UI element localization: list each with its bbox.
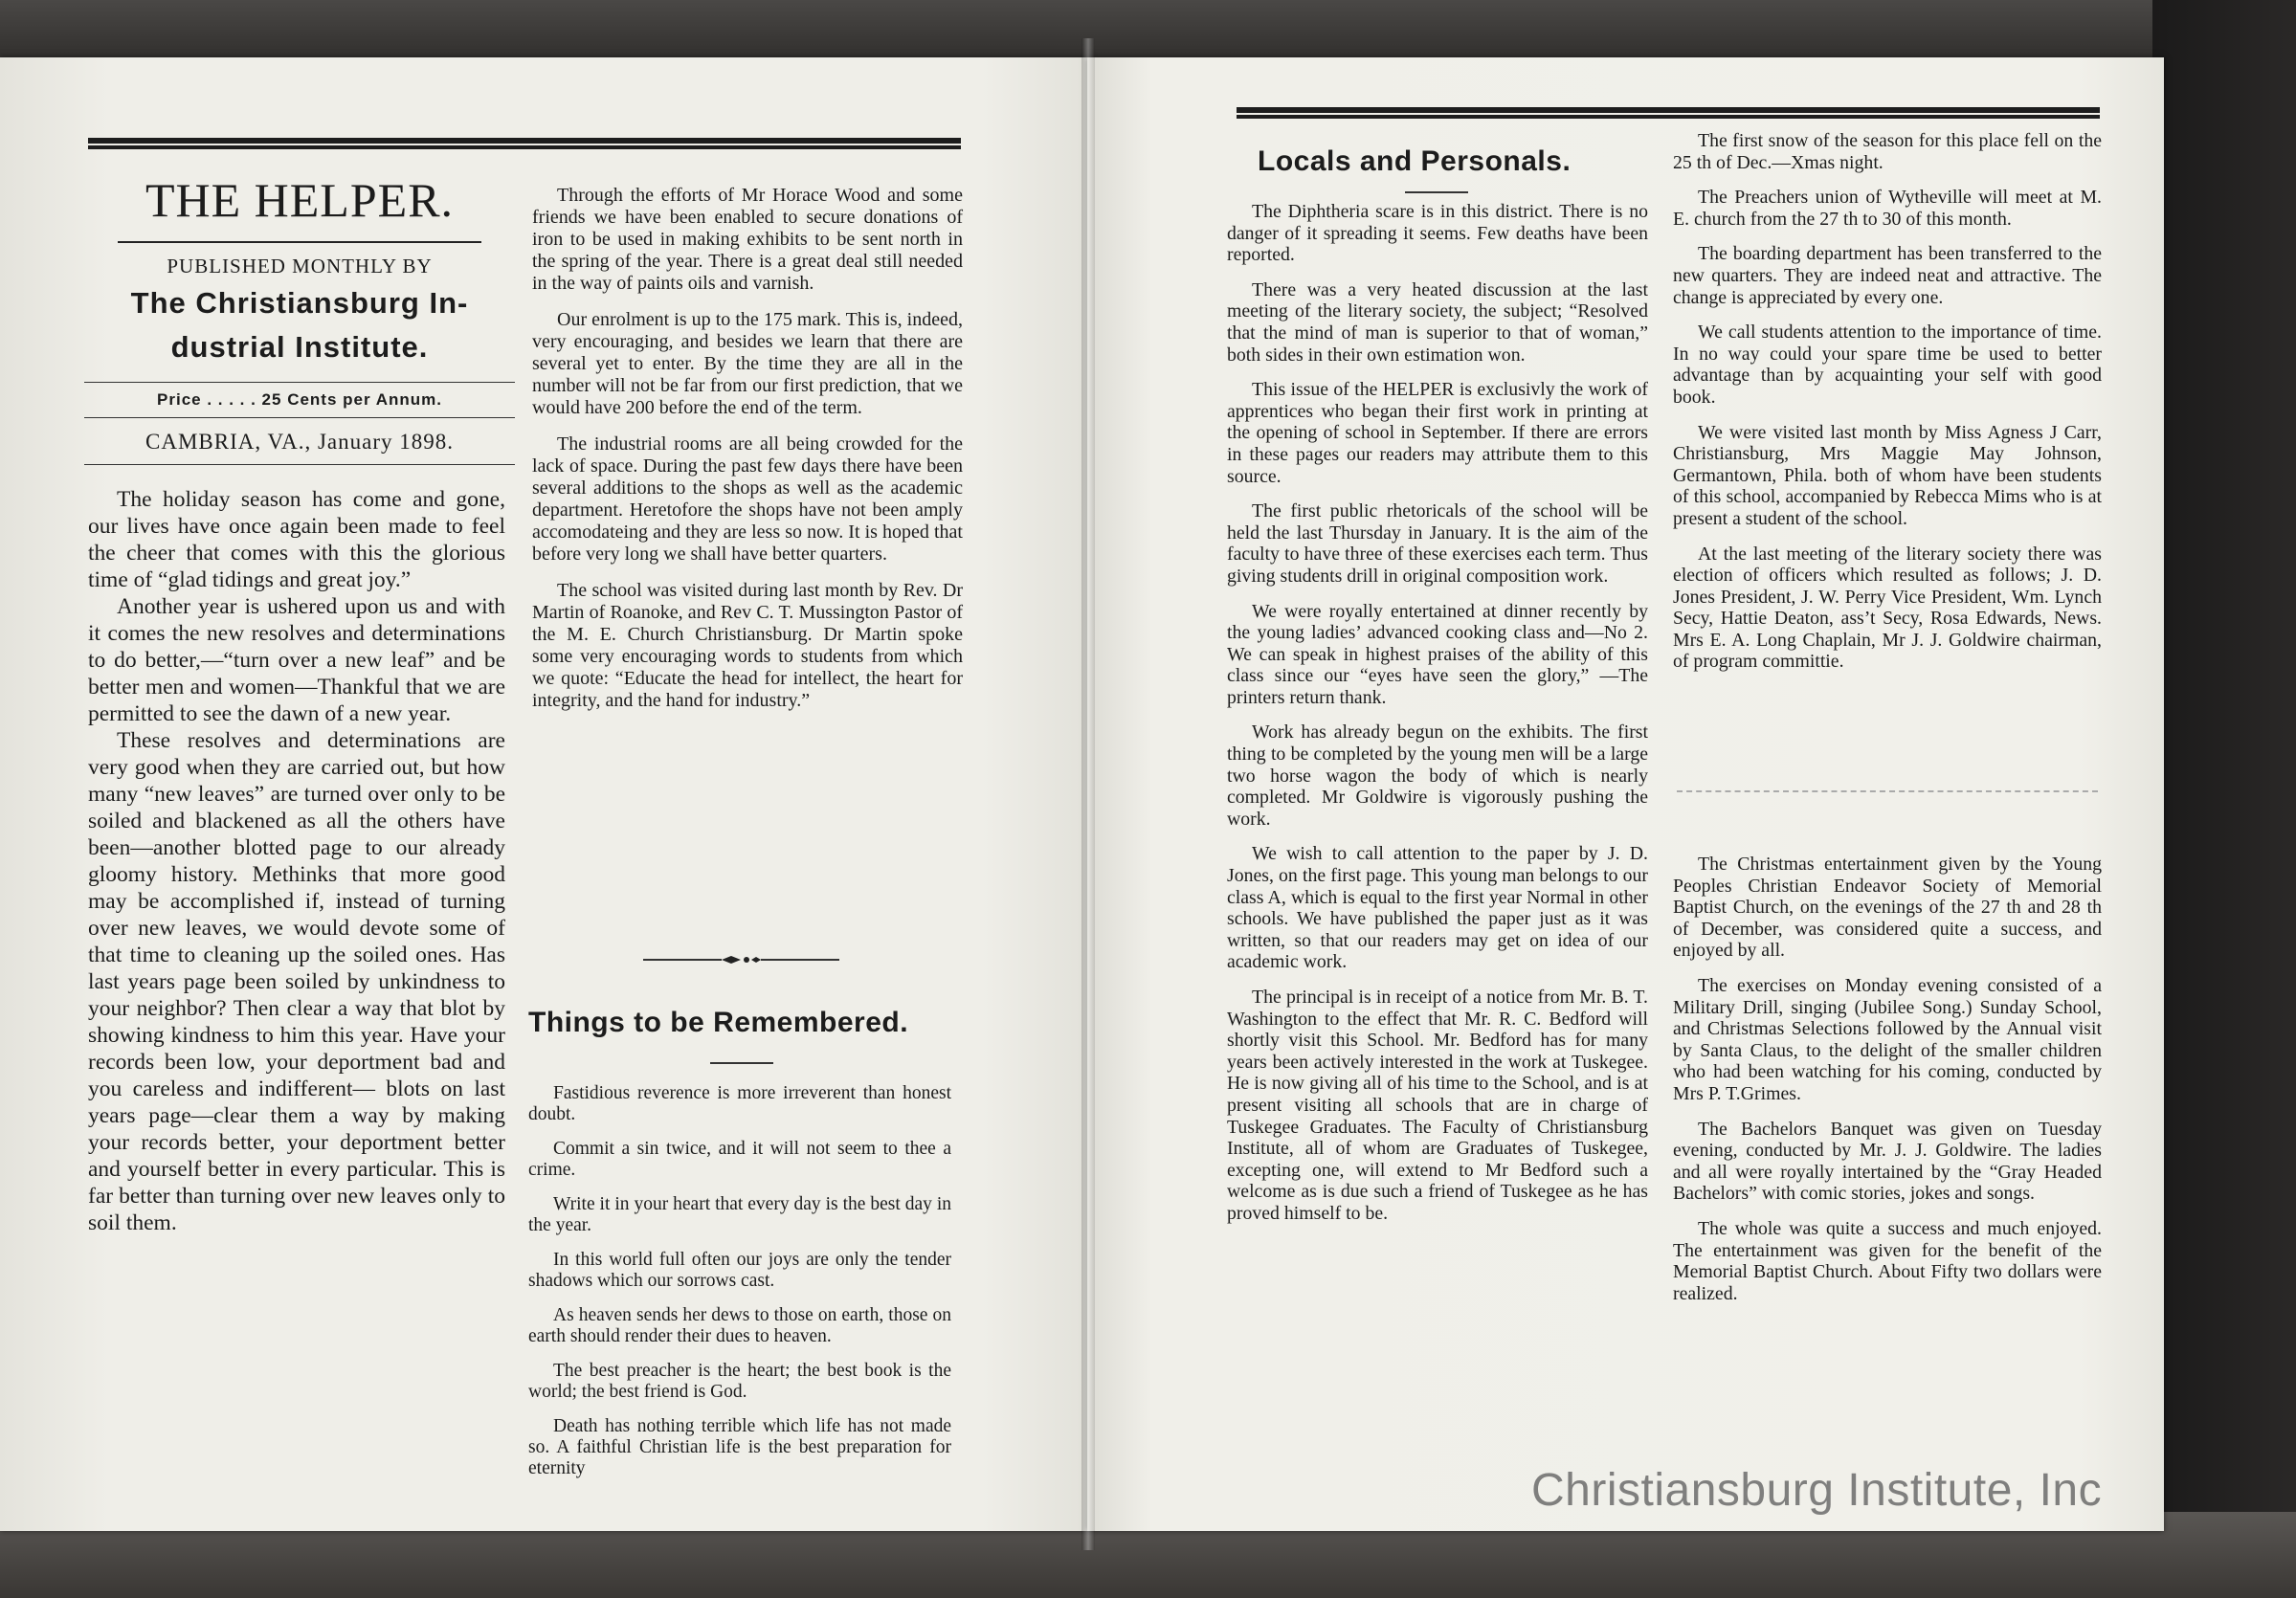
locals-column-left [1227,201,1648,1238]
backdrop-right [2152,0,2296,1598]
column-separator [1677,790,2098,792]
paragraph: The Preachers union of Wytheville will meet at M. E. church from the 27 th to 30 of this month. [1673,187,2102,230]
things-heading-rule [710,1062,773,1064]
paragraph: This issue of the HELPER is exclusivly the work of apprentices who began their first work in printing at the opening of school in September. If there are errors in these pages our readers may attribute them to this source. [1227,379,1648,487]
paragraph: Another year is ushered upon us and with it comes the new resolves and determinations to do better,—“turn over a new leaf” and be better men and women—Thankful that we are permitted to see the dawn of a new year. [88,594,505,726]
paragraph: The first public rhetoricals of the school will be held the last Thursday in January. It is the aim of the faculty to have three of these exercises each term. Thus giving students drill in original composition work. [1227,500,1648,587]
paragraph: We wish to call attention to the paper by J. D. Jones, on the first page. This young man belongs to our class A, which is equal to the first year Normal in other schools. We have published the paper just as it was written, so that our readers may get on idea of our academic work. [1227,843,1648,973]
locals-column-right [1673,130,2102,686]
locals-heading-rule [1405,191,1468,193]
list-item: As heaven sends her dews to those on earth, those on earth should render their dues to heaven. [528,1305,951,1346]
paragraph: The whole was quite a success and much enjoyed. The entertainment was given for the benefit of the Memorial Baptist Church. About Fifty two dollars were realized. [1673,1217,2102,1304]
masthead-org-line2: dustrial Institute. [170,330,429,364]
paragraph: Through the efforts of Mr Horace Wood and some friends we have been enabled to secure donations of iron to be used in making exhibits to be sent north in the spring of the year. There is a great deal still needed in the way of paints oils and varnish. [532,185,963,294]
list-item: Commit a sin twice, and it will not seem to thee a crime. [528,1139,951,1180]
editorial-column [88,486,505,1236]
masthead-dateline: CAMBRIA, VA., January 1898. [84,430,515,465]
paragraph: The holiday season has come and gone, our lives have once again been made to feel the cheer that comes with this the glorious time of “glad tidings and great joy.” [88,487,505,592]
paragraph: The exercises on Monday evening consisted of a Military Drill, singing (Jubilee Song.) Sunday School, and Christmas Selections followed by the Annual visit by Santa Claus, to the delight of the smaller children who had been watching for his coming, conducted by Mrs P. T.Grimes. [1673,974,2102,1104]
masthead-org-line1: The Christiansburg In- [130,286,469,320]
locals-heading: Locals and Personals. [1258,145,1572,177]
watermark: Christiansburg Institute, Inc [1531,1465,2103,1516]
list-item: In this world full often our joys are only the tender shadows which our sorrows cast. [528,1250,951,1291]
list-item: Fastidious reverence is more irreverent than honest doubt. [528,1083,951,1124]
paragraph: The first snow of the season for this place fell on the 25 th of Dec.—Xmas night. [1673,130,2102,173]
paragraph: The Christmas entertainment given by the Young Peoples Christian Endeavor Society of Memorial Baptist Church, on the evenings of the 27 th and 28 th of December, was considered quite a success, and enjoyed by all. [1673,854,2102,962]
right-top-rule [1237,107,2100,115]
masthead-published: PUBLISHED MONTHLY BY [167,255,433,277]
masthead-price: Price . . . . . 25 Cents per Annum. [84,382,515,418]
list-item: The best preacher is the heart; the best book is the world; the best friend is God. [528,1361,951,1402]
news-column-left [532,185,963,726]
page-fold [1081,38,1095,1550]
left-top-rule [88,138,961,145]
paragraph: The industrial rooms are all being crowded for the lack of space. During the past few days there have been several additions to the shops as well as the academic department. Heretofore the shops have not been amply accomodateing and they are less so now. It is hoped that before very long we shall have better quarters. [532,433,963,565]
masthead [84,172,515,465]
paragraph: The Bachelors Banquet was given on Tuesday evening, conducted by Mr. J. J. Goldwire. The ladies and all were royally intertained by the “Gray Headed Bachelors” with comic stories, jokes and songs. [1673,1118,2102,1205]
paragraph: There was a very heated discussion at the last meeting of the literary society, the subject; “Resolved that the mind of man is superior to that of woman,” both sides in their own estimation won. [1227,278,1648,366]
paragraph: At the last meeting of the literary society there was election of officers which resulted as follows; J. D. Jones President, J. W. Perry Vice President, Wm. Lynch Secy, Hattie Deaton, ass’t Secy, Rosa Edwards, News. Mrs E. A. Long Chaplain, Mr J. J. Goldwire chairman, of program committie. [1673,543,2102,673]
paragraph: The boarding department has been transferred to the new quarters. They are indeed neat and attractive. The change is appreciated by every one. [1673,243,2102,308]
paragraph: We were royally entertained at dinner recently by the young ladies’ advanced cooking class and—No 2. We can speak in highest praises of the ability of this class since our “eyes have seen the glory,” —The printers return thank. [1227,600,1648,708]
paragraph: Work has already begun on the exhibits. The first thing to be completed by the young men will be a large two horse wagon the body of which is nearly completed. Mr Goldwire is vigorously pushing the work. [1227,721,1648,830]
masthead-rule [118,241,481,243]
paragraph: Our enrolment is up to the 175 mark. This is, indeed, very encouraging, and besides we learn that there are several yet to enter. By the time they are all in the number will not be far from our first prediction, that we would have 200 before the end of the term. [532,309,963,418]
paragraph: These resolves and determinations are very good when they are carried out, but how many “new leaves” are turned over only to be soiled and blackened as all the others have been—another blotted page to our already gloomy history. Methinks that more good may be accomplished if, instead of turning over new leaves, we would devote some of that time to cleaning up the soiled ones. Has last years page been soiled by unkindness to your neighbor? Then clear a way that blot by showing kindness to him this year. Have your records been low, your deportment bad and you careless and indifferent— blots on last years page—clear them a way by making your records better, your deportment better and yourself better in every particular. This is far better than turning over new leaves only to soil them. [88,728,505,1235]
things-list [528,1083,951,1493]
paragraph: The Diphtheria scare is in this district. There is no danger of it spreading it seems. Few deaths have been reported. [1227,201,1648,266]
ornament-divider [643,953,839,966]
paragraph: We were visited last month by Miss Agness J Carr, Christiansburg, Mrs Maggie May Johnson, Germantown, Phila. both of whom have been students of this school, accompanied by Rebecca Mims who is at present a student of the school. [1673,421,2102,529]
paragraph: The school was visited during last month by Rev. Dr Martin of Roanoke, and Rev C. T. Mussington Pastor of the M. E. Church Christiansburg. Dr Martin spoke some very encouraging words to students from which we quote: “Educate the head for intellect, the heart for integrity, and the hand for industry.” [532,580,963,711]
paragraph: The principal is in receipt of a notice from Mr. B. T. Washington to the effect that Mr. R. C. Bedford will shortly visit this School. Mr. Bedford has for many years been actively interested in the work at Tuskegee. He is now giving all of his time to the School, and is at present visiting all schools that are in charge of Tuskegee Graduates. The Faculty of Christiansburg Institute, all of whom are Graduates of Tuskegee, excepting one, will extend to Mr Bedford such a welcome as is due such a friend of Tuskegee as he has proved himself to be. [1227,987,1648,1224]
list-item: Write it in your heart that every day is the best day in the year. [528,1194,951,1235]
christmas-column [1673,854,2102,1318]
things-heading: Things to be Remembered. [528,1007,909,1038]
masthead-title: THE HELPER. [145,173,455,227]
list-item: Death has nothing terrible which life has not made so. A faithful Christian life is the best preparation for eternity [528,1416,951,1478]
paragraph: We call students attention to the importance of time. In no way could your spare time be used to better advantage than by acquainting your self with good book. [1673,322,2102,408]
